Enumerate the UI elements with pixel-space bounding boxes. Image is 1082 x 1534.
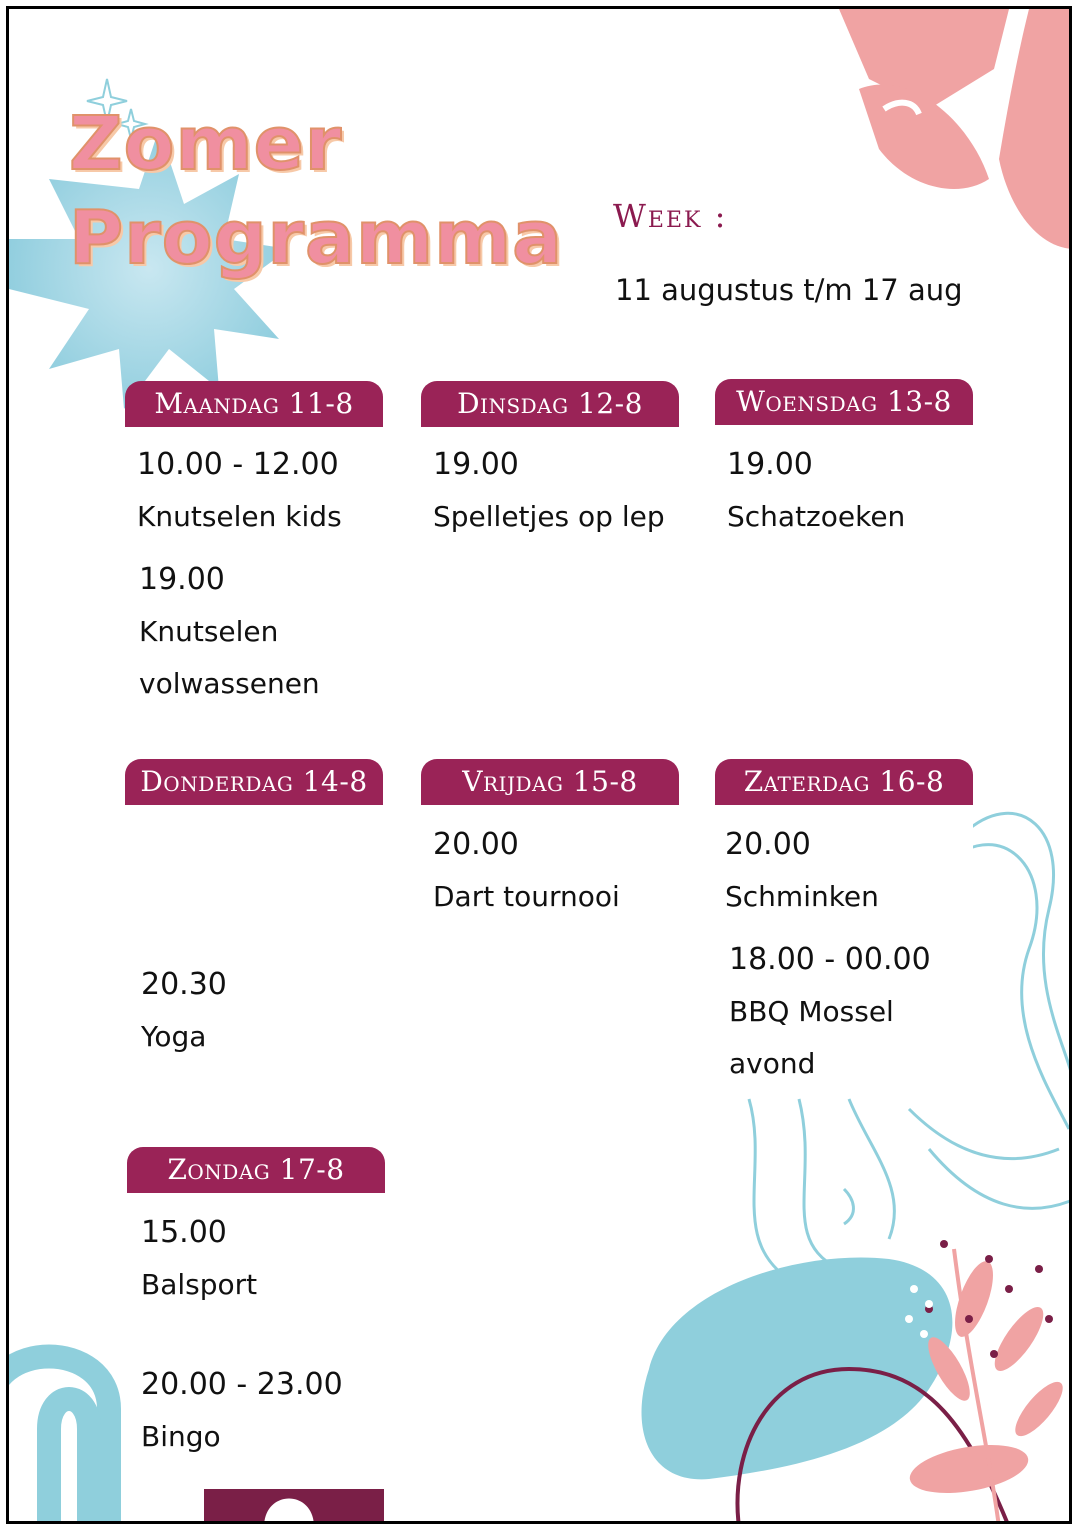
day-header-thursday: Donderdag 14-8	[125, 759, 383, 805]
schedule-entry	[433, 439, 665, 543]
schedule-entry	[139, 554, 320, 710]
entry-time: 15.00	[141, 1215, 227, 1250]
schedule-entry	[141, 959, 227, 1063]
entry-time: 20.30	[141, 967, 227, 1002]
day-header-sunday: Zondag 17-8	[127, 1147, 385, 1193]
blue-arches	[9, 1357, 109, 1525]
entry-activity: Schminken	[725, 880, 879, 913]
day-header-wednesday: Woensdag 13-8	[715, 379, 973, 425]
entry-time: 20.00 - 23.00	[141, 1367, 343, 1402]
day-header-saturday: Zaterdag 16-8	[715, 759, 973, 805]
schedule-entry	[141, 1359, 343, 1463]
entry-activity: Knutselen volwassenen	[139, 615, 320, 700]
day-header-tuesday: Dinsdag 12-8	[421, 381, 679, 427]
week-range: 11 augustus t/m 17 aug	[615, 273, 963, 307]
pink-petal-shape	[859, 85, 989, 189]
entry-activity: Dart tournooi	[433, 880, 620, 913]
entry-time: 19.00	[727, 447, 813, 482]
page-title-line-2: Programma	[69, 195, 564, 281]
entry-activity: Bingo	[141, 1420, 221, 1453]
schedule-entry	[727, 439, 905, 543]
entry-activity: Knutselen kids	[137, 500, 342, 533]
entry-activity: BBQ Mossel avond	[729, 995, 894, 1080]
entry-time: 20.00	[433, 827, 519, 862]
schedule-entry	[141, 1207, 257, 1311]
day-header-monday: Maandag 11-8	[125, 381, 383, 427]
entry-time: 19.00	[139, 562, 225, 597]
schedule-entry	[137, 439, 342, 543]
entry-activity: Spelletjes op lep	[433, 500, 665, 533]
schedule-entry	[725, 819, 879, 923]
schedule-entry	[433, 819, 620, 923]
page-frame	[6, 6, 1072, 1524]
entry-time: 20.00	[725, 827, 811, 862]
entry-activity: Balsport	[141, 1268, 258, 1301]
entry-activity: Yoga	[141, 1020, 207, 1053]
entry-time: 10.00 - 12.00	[137, 447, 339, 482]
day-header-friday: Vrijdag 15-8	[421, 759, 679, 805]
entry-time: 18.00 - 00.00	[729, 942, 931, 977]
pink-petal-shape	[999, 9, 1072, 249]
page-title-line-1: Zomer	[69, 101, 343, 187]
schedule-entry	[729, 934, 931, 1090]
entry-activity: Schatzoeken	[727, 500, 906, 533]
week-label: Week :	[613, 197, 728, 235]
blue-blob-shape	[642, 1257, 953, 1479]
entry-time: 19.00	[433, 447, 519, 482]
